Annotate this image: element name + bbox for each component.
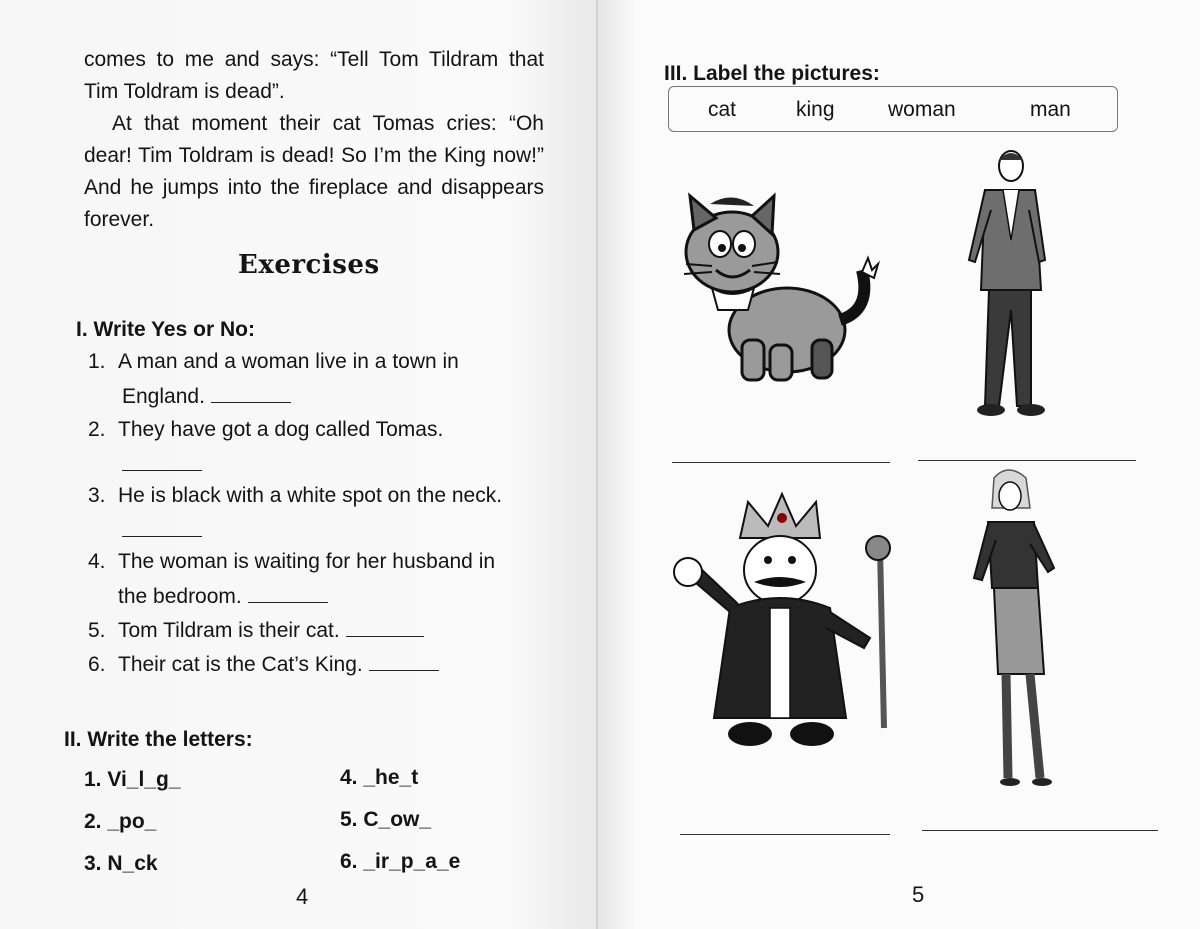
label-line-cat[interactable] — [672, 462, 890, 463]
question-5: 5. Tom Tildram is their cat. — [88, 618, 424, 643]
answer-blank-4[interactable] — [248, 584, 328, 603]
question-2: 2. They have got a dog called Tomas. — [88, 418, 444, 441]
letters-item-1: 1. Vi_l_g_ — [84, 768, 181, 791]
right-page — [600, 0, 1200, 929]
question-4-continued: the bedroom. — [118, 584, 328, 609]
answer-blank-2[interactable] — [122, 452, 202, 471]
story-text — [84, 44, 544, 236]
letters-item-6: 6. _ir_p_a_e — [340, 850, 461, 873]
story-paragraph-2: At that moment their cat Tomas cries: “Oh dear! Tim Toldram is dead! So I’m the King now!” And he jumps into the fireplace and disappears forever. — [84, 112, 544, 231]
story-paragraph-1: comes to me and says: “Tell Tom Tildram that Tim Toldram is dead”. — [84, 48, 544, 103]
question-1: 1. A man and a woman live in a town in — [88, 350, 459, 373]
section-3-title: III. Label the pictures: — [664, 62, 880, 85]
answer-blank-6[interactable] — [369, 652, 439, 671]
answer-blank-3[interactable] — [122, 518, 202, 537]
word-woman: woman — [888, 98, 956, 121]
woman-picture — [968, 468, 1068, 798]
exercises-heading: Exercises — [238, 250, 380, 280]
cat-picture — [672, 190, 892, 390]
question-2-answer — [122, 452, 202, 477]
label-line-king[interactable] — [680, 834, 890, 835]
page-number-right: 5 — [912, 882, 925, 907]
answer-blank-5[interactable] — [346, 618, 424, 637]
question-6: 6. Their cat is the Cat’s King. — [88, 652, 439, 677]
word-king: king — [796, 98, 835, 121]
question-3-answer — [122, 518, 202, 543]
king-picture — [670, 488, 910, 758]
letters-item-5: 5. C_ow_ — [340, 808, 432, 831]
label-line-man[interactable] — [918, 460, 1136, 461]
question-1-continued: England. — [122, 384, 291, 409]
page-number-left: 4 — [296, 884, 309, 909]
letters-item-4: 4. _he_t — [340, 766, 419, 789]
section-1-title: I. Write Yes or No: — [76, 318, 255, 341]
question-4: 4. The woman is waiting for her husband in — [88, 550, 496, 573]
word-man: man — [1030, 98, 1071, 121]
man-picture — [955, 150, 1075, 422]
section-2-title: II. Write the letters: — [64, 728, 253, 751]
letters-item-3: 3. N_ck — [84, 852, 158, 875]
word-cat: cat — [708, 98, 737, 121]
answer-blank-1[interactable] — [211, 384, 291, 403]
label-line-woman[interactable] — [922, 830, 1158, 831]
question-3: 3. He is black with a white spot on the neck. — [88, 484, 503, 507]
letters-item-2: 2. _po_ — [84, 810, 157, 833]
